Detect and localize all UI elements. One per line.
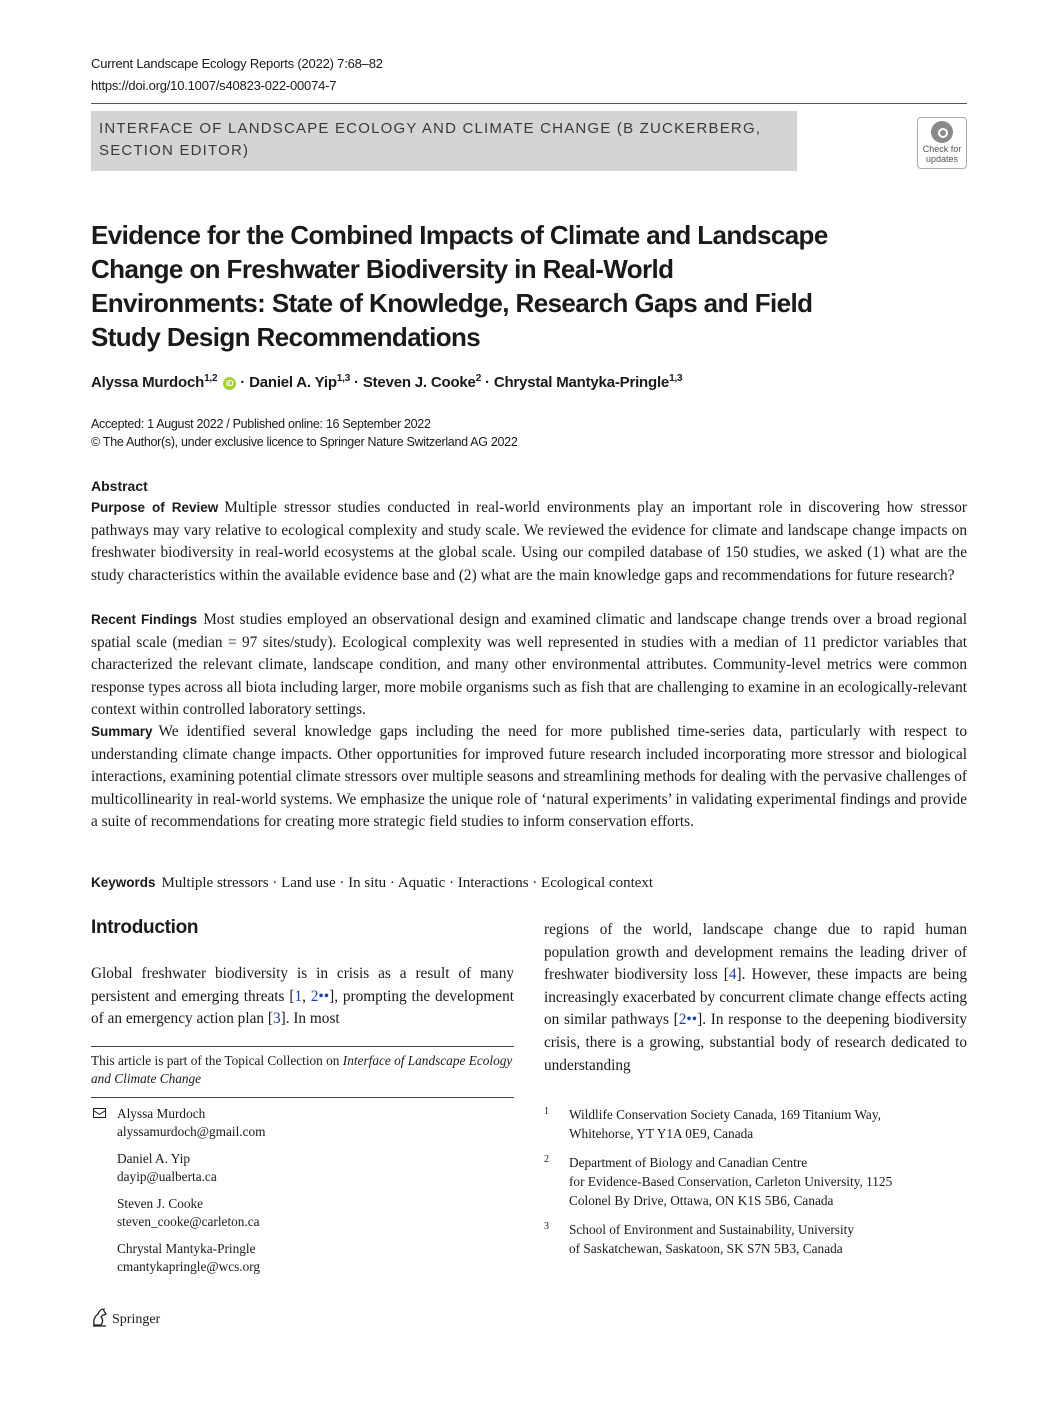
orcid-icon[interactable]: iD	[223, 377, 236, 390]
affiliation-line: Whitehorse, YT Y1A 0E9, Canada	[569, 1126, 754, 1141]
citation-link[interactable]: 4	[728, 966, 737, 984]
contact-entry	[91, 1150, 511, 1186]
affiliation-entry	[544, 1153, 967, 1210]
abstract-summary	[91, 721, 967, 834]
abstract-summary-text: We identified several knowledge gaps including the need for more published time-series data, particularly with respect to understanding climate change impacts. Other opportunities for improved future research included incorporating more stressor and biological interactions, examining potential climate stressors over multiple seasons and streamlining methods for dealing with the pervasive challenges of multicollinearity in real-world systems. We emphasize the unique role of ‘natural experiments’ in validating experimental findings and provide a suite of recommendations for creating more strategic field studies to inform conservation efforts.	[91, 723, 967, 831]
intro-text: ]. In response to the deepening biodiversity crisis, there is a growing, substantial body of research dedicated to understanding	[544, 1011, 968, 1074]
intro-text: ]. However, these impacts are being increasingly exacerbated by concurrent climate change effects acting on similar pathways [	[544, 966, 968, 1029]
publisher-name: Springer	[112, 1312, 161, 1327]
author-affiliation: 1,3	[336, 373, 351, 384]
affiliation-entry	[544, 1105, 967, 1143]
author-name[interactable]: Daniel A. Yip	[249, 374, 337, 391]
abstract-findings	[91, 609, 967, 722]
keywords-text: Multiple stressors · Land use · In situ · Aquatic · Interactions · Ecological context	[161, 875, 654, 891]
keywords	[91, 875, 653, 892]
contact-name: Steven J. Cooke	[117, 1196, 204, 1211]
citation-link[interactable]: 1	[294, 987, 303, 1005]
intro-text: ], prompting the development of an emergency action plan [	[91, 987, 514, 1028]
updates-label-1: Check for	[922, 144, 962, 154]
envelope-icon	[93, 1108, 106, 1118]
abstract-purpose-text: Multiple stressor studies conducted in real-world environments play an important role in discovering how stressor pathways may vary relative to ecological complexity and study scale. We reviewed the evidence for climate and landscape change impacts on freshwater biodiversity in real-world ecosystems at the global scale. Using our compiled database of 150 studies, we asked (1) what are the study characteristics within the available evidence base and (2) what are the main knowledge gaps and recommendations for future research?	[91, 499, 967, 584]
affiliation-line: School of Environment and Sustainability, University	[569, 1222, 854, 1237]
contact-name: Alyssa Murdoch	[117, 1106, 206, 1121]
author-name[interactable]: Alyssa Murdoch	[91, 374, 205, 391]
contact-email[interactable]: dayip@ualberta.ca	[117, 1169, 217, 1184]
journal-citation: Current Landscape Ecology Reports (2022) 7:68–82	[91, 56, 383, 71]
abstract-purpose-label: Purpose of Review	[91, 500, 219, 515]
author-separator: ·	[350, 374, 363, 391]
contact-name: Daniel A. Yip	[117, 1151, 191, 1166]
intro-text: ]. In most	[280, 1010, 340, 1028]
affiliation-line: for Evidence-Based Conservation, Carleton University, 1125	[569, 1174, 893, 1189]
affiliation-number: 2	[544, 1154, 549, 1165]
author-affiliation: 1,2	[204, 373, 218, 384]
topical-collection-note	[91, 1052, 514, 1088]
affiliation-entry	[544, 1220, 967, 1258]
footnote-rule	[91, 1046, 514, 1047]
citation-link[interactable]: 2••	[310, 987, 330, 1005]
abstract-findings-text: Most studies employed an observational design and examined climatic and landscape change trends over a broad regional spatial scale (median = 97 sites/study). Ecological complexity was well represented in studies with a median of 11 predictor variables that characterized the relevant climate, landscape condition, and many other environmental attributes. Community-level metrics were common response types across all biota including larger, more mobile organisms such as fish that are challenging to examine in an ecologically-relevant context within controlled laboratory settings.	[91, 611, 967, 719]
author-contacts	[91, 1105, 511, 1285]
abstract-purpose	[91, 497, 967, 587]
springer-horse-icon	[91, 1307, 108, 1327]
check-for-updates-button[interactable]	[917, 117, 967, 169]
affiliation-number: 3	[544, 1221, 549, 1232]
collection-note-prefix: This article is part of the Topical Collection on	[91, 1053, 343, 1068]
contact-entry	[91, 1240, 511, 1276]
abstract-heading: Abstract	[91, 478, 148, 494]
check-for-updates-icon	[931, 121, 953, 143]
section-banner-line-1: INTERFACE OF LANDSCAPE ECOLOGY AND CLIMATE CHANGE (B ZUCKERBERG,	[99, 120, 762, 137]
footnote-rule	[91, 1097, 514, 1098]
contact-email[interactable]: alyssamurdoch@gmail.com	[117, 1124, 266, 1139]
updates-label-2: updates	[925, 154, 959, 164]
collection-note-title: Interface of Landscape Ecology and Climate Change	[91, 1053, 513, 1086]
keywords-label: Keywords	[91, 875, 156, 890]
intro-text: regions of the world, landscape change due to rapid human population growth and development remains the leading driver of freshwater biodiversity loss [	[544, 921, 967, 984]
author-affiliation: 2	[475, 373, 482, 384]
publisher-footer	[91, 1307, 160, 1328]
intro-text: ,	[302, 987, 311, 1005]
author-separator: ·	[481, 374, 494, 391]
intro-text: Global freshwater biodiversity is in crisis as a result of many persistent and emerging threats [	[91, 965, 514, 1005]
section-banner-line-2: SECTION EDITOR)	[99, 142, 250, 159]
copyright-notice: © The Author(s), under exclusive licence to Springer Nature Switzerland AG 2022	[91, 435, 518, 449]
contact-email[interactable]: steven_cooke@carleton.ca	[117, 1214, 260, 1229]
introduction-heading: Introduction	[91, 917, 199, 938]
paper-title: Evidence for the Combined Impacts of Climate and Landscape Change on Freshwater Biodiversity in Real-World Environments: State of Knowledge, Research Gaps and Field Study Design Recommendations	[91, 220, 828, 352]
affiliation-number: 1	[544, 1106, 549, 1117]
abstract-findings-label: Recent Findings	[91, 612, 198, 627]
affiliation-line: of Saskatchewan, Saskatoon, SK S7N 5B3, Canada	[569, 1241, 843, 1256]
doi-link[interactable]: https://doi.org/10.1007/s40823-022-00074-7	[91, 78, 337, 93]
citation-link[interactable]: 2••	[678, 1011, 698, 1029]
author-name[interactable]: Steven J. Cooke	[362, 374, 476, 391]
introduction-right-column	[544, 919, 967, 1077]
header-rule	[91, 103, 967, 104]
abstract-summary-label: Summary	[91, 724, 153, 739]
affiliation-line: Wildlife Conservation Society Canada, 169 Titanium Way,	[569, 1107, 881, 1122]
section-banner	[91, 111, 797, 171]
author-affiliation: 1,3	[669, 373, 683, 384]
introduction-left-column	[91, 963, 514, 1031]
author-name[interactable]: Chrystal Mantyka-Pringle	[493, 374, 670, 391]
author-list	[91, 373, 682, 391]
affiliation-line: Department of Biology and Canadian Centre	[569, 1155, 808, 1170]
affiliation-line: Colonel By Drive, Ottawa, ON K1S 5B6, Canada	[569, 1193, 834, 1208]
publication-dates: Accepted: 1 August 2022 / Published online: 16 September 2022	[91, 417, 431, 431]
contact-email[interactable]: cmantykapringle@wcs.org	[117, 1259, 261, 1274]
contact-entry	[91, 1105, 511, 1141]
contact-entry	[91, 1195, 511, 1231]
citation-link[interactable]: 3	[272, 1010, 281, 1028]
affiliations	[544, 1105, 967, 1268]
contact-name: Chrystal Mantyka-Pringle	[117, 1241, 256, 1256]
author-separator: ·	[236, 374, 250, 391]
